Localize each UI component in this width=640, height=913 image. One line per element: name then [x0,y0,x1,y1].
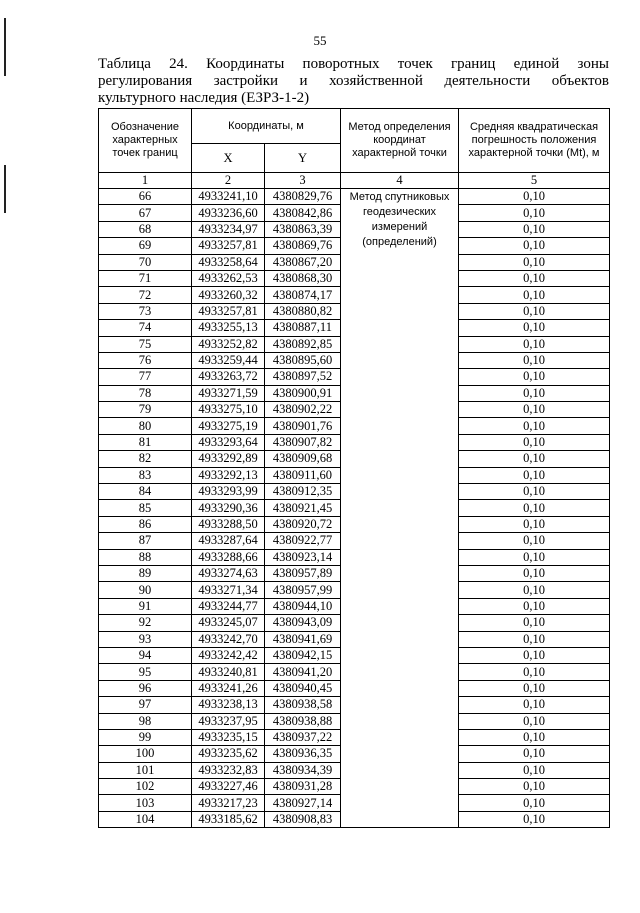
point-id-cell: 69 [99,238,192,254]
y-coordinate-cell: 4380911,60 [265,467,341,483]
x-coordinate-cell: 4933236,60 [192,205,265,221]
y-coordinate-cell: 4380927,14 [265,795,341,811]
error-cell: 0,10 [459,811,610,827]
x-coordinate-cell: 4933242,42 [192,647,265,663]
y-coordinate-cell: 4380842,86 [265,205,341,221]
x-coordinate-cell: 4933262,53 [192,270,265,286]
header-point-designation: Обозначение характерных точек границ [99,109,192,173]
x-coordinate-cell: 4933241,26 [192,680,265,696]
error-cell: 0,10 [459,533,610,549]
point-id-cell: 66 [99,189,192,205]
coordinates-table [98,108,610,828]
x-coordinate-cell: 4933263,72 [192,369,265,385]
point-id-cell: 90 [99,582,192,598]
x-coordinate-cell: 4933227,46 [192,779,265,795]
y-coordinate-cell: 4380868,30 [265,270,341,286]
header-mean-square-error: Средняя квадратическая погрешность положения характерной точки (Mt), м [459,109,610,173]
point-id-cell: 104 [99,811,192,827]
x-coordinate-cell: 4933274,63 [192,565,265,581]
x-coordinate-cell: 4933293,99 [192,484,265,500]
error-cell: 0,10 [459,746,610,762]
y-coordinate-cell: 4380892,85 [265,336,341,352]
header-coordinates: Координаты, м [192,109,341,144]
header-y: Y [265,144,341,173]
x-coordinate-cell: 4933288,66 [192,549,265,565]
caption-line-3: культурного наследия (ЕЗРЗ-1-2) [98,90,310,106]
y-coordinate-cell: 4380880,82 [265,303,341,319]
error-cell: 0,10 [459,697,610,713]
scan-edge-mark-bottom [4,165,6,213]
y-coordinate-cell: 4380921,45 [265,500,341,516]
x-coordinate-cell: 4933292,13 [192,467,265,483]
y-coordinate-cell: 4380902,22 [265,402,341,418]
y-coordinate-cell: 4380940,45 [265,680,341,696]
x-coordinate-cell: 4933287,64 [192,533,265,549]
point-id-cell: 96 [99,680,192,696]
point-id-cell: 70 [99,254,192,270]
x-coordinate-cell: 4933275,10 [192,402,265,418]
error-cell: 0,10 [459,385,610,401]
y-coordinate-cell: 4380936,35 [265,746,341,762]
y-coordinate-cell: 4380943,09 [265,615,341,631]
point-id-cell: 74 [99,320,192,336]
error-cell: 0,10 [459,779,610,795]
error-cell: 0,10 [459,434,610,450]
point-id-cell: 92 [99,615,192,631]
error-cell: 0,10 [459,369,610,385]
x-coordinate-cell: 4933292,89 [192,451,265,467]
y-coordinate-cell: 4380938,88 [265,713,341,729]
point-id-cell: 100 [99,746,192,762]
error-cell: 0,10 [459,336,610,352]
x-coordinate-cell: 4933293,64 [192,434,265,450]
scan-edge-mark-top [4,18,6,76]
y-coordinate-cell: 4380922,77 [265,533,341,549]
error-cell: 0,10 [459,713,610,729]
point-id-cell: 79 [99,402,192,418]
error-cell: 0,10 [459,221,610,237]
page-number: 55 [313,33,327,48]
x-coordinate-cell: 4933252,82 [192,336,265,352]
error-cell: 0,10 [459,467,610,483]
point-id-cell: 68 [99,221,192,237]
y-coordinate-cell: 4380944,10 [265,598,341,614]
y-coordinate-cell: 4380923,14 [265,549,341,565]
y-coordinate-cell: 4380941,20 [265,664,341,680]
x-coordinate-cell: 4933238,13 [192,697,265,713]
caption-line-1: Таблица 24. Координаты поворотных точек границ единой зоны [98,56,609,72]
point-id-cell: 72 [99,287,192,303]
y-coordinate-cell: 4380942,15 [265,647,341,663]
point-id-cell: 78 [99,385,192,401]
y-coordinate-cell: 4380938,58 [265,697,341,713]
y-coordinate-cell: 4380907,82 [265,434,341,450]
x-coordinate-cell: 4933260,32 [192,287,265,303]
point-id-cell: 93 [99,631,192,647]
x-coordinate-cell: 4933240,81 [192,664,265,680]
x-coordinate-cell: 4933257,81 [192,303,265,319]
error-cell: 0,10 [459,303,610,319]
error-cell: 0,10 [459,320,610,336]
y-coordinate-cell: 4380957,99 [265,582,341,598]
x-coordinate-cell: 4933244,77 [192,598,265,614]
error-cell: 0,10 [459,680,610,696]
error-cell: 0,10 [459,418,610,434]
column-number: 5 [459,173,610,189]
x-coordinate-cell: 4933258,64 [192,254,265,270]
error-cell: 0,10 [459,565,610,581]
y-coordinate-cell: 4380957,89 [265,565,341,581]
x-coordinate-cell: 4933245,07 [192,615,265,631]
header-x: X [192,144,265,173]
x-coordinate-cell: 4933185,62 [192,811,265,827]
point-id-cell: 97 [99,697,192,713]
point-id-cell: 77 [99,369,192,385]
y-coordinate-cell: 4380920,72 [265,516,341,532]
error-cell: 0,10 [459,582,610,598]
error-cell: 0,10 [459,402,610,418]
column-number: 3 [265,173,341,189]
y-coordinate-cell: 4380867,20 [265,254,341,270]
x-coordinate-cell: 4933235,62 [192,746,265,762]
x-coordinate-cell: 4933235,15 [192,729,265,745]
error-cell: 0,10 [459,270,610,286]
error-cell: 0,10 [459,615,610,631]
point-id-cell: 86 [99,516,192,532]
error-cell: 0,10 [459,729,610,745]
y-coordinate-cell: 4380931,28 [265,779,341,795]
x-coordinate-cell: 4933237,95 [192,713,265,729]
point-id-cell: 94 [99,647,192,663]
y-coordinate-cell: 4380887,11 [265,320,341,336]
method-cell: Метод спутниковых геодезических измерений (определений) [341,189,459,828]
point-id-cell: 99 [99,729,192,745]
point-id-cell: 83 [99,467,192,483]
column-number: 2 [192,173,265,189]
x-coordinate-cell: 4933217,23 [192,795,265,811]
y-coordinate-cell: 4380900,91 [265,385,341,401]
point-id-cell: 95 [99,664,192,680]
point-id-cell: 87 [99,533,192,549]
error-cell: 0,10 [459,516,610,532]
error-cell: 0,10 [459,484,610,500]
y-coordinate-cell: 4380901,76 [265,418,341,434]
error-cell: 0,10 [459,647,610,663]
point-id-cell: 102 [99,779,192,795]
point-id-cell: 98 [99,713,192,729]
x-coordinate-cell: 4933255,13 [192,320,265,336]
point-id-cell: 88 [99,549,192,565]
x-coordinate-cell: 4933234,97 [192,221,265,237]
x-coordinate-cell: 4933257,81 [192,238,265,254]
table-row [99,189,610,205]
point-id-cell: 80 [99,418,192,434]
point-id-cell: 89 [99,565,192,581]
point-id-cell: 75 [99,336,192,352]
point-id-cell: 82 [99,451,192,467]
error-cell: 0,10 [459,549,610,565]
table-caption [98,56,609,107]
error-cell: 0,10 [459,762,610,778]
error-cell: 0,10 [459,352,610,368]
x-coordinate-cell: 4933271,59 [192,385,265,401]
x-coordinate-cell: 4933242,70 [192,631,265,647]
y-coordinate-cell: 4380941,69 [265,631,341,647]
y-coordinate-cell: 4380908,83 [265,811,341,827]
point-id-cell: 81 [99,434,192,450]
point-id-cell: 76 [99,352,192,368]
error-cell: 0,10 [459,238,610,254]
point-id-cell: 85 [99,500,192,516]
y-coordinate-cell: 4380869,76 [265,238,341,254]
point-id-cell: 71 [99,270,192,286]
caption-line-2: регулирования застройки и хозяйственной деятельности объектов [98,73,609,89]
column-number: 4 [341,173,459,189]
x-coordinate-cell: 4933259,44 [192,352,265,368]
point-id-cell: 101 [99,762,192,778]
point-id-cell: 103 [99,795,192,811]
y-coordinate-cell: 4380874,17 [265,287,341,303]
error-cell: 0,10 [459,500,610,516]
error-cell: 0,10 [459,254,610,270]
x-coordinate-cell: 4933271,34 [192,582,265,598]
x-coordinate-cell: 4933241,10 [192,189,265,205]
point-id-cell: 67 [99,205,192,221]
y-coordinate-cell: 4380829,76 [265,189,341,205]
x-coordinate-cell: 4933290,36 [192,500,265,516]
y-coordinate-cell: 4380912,35 [265,484,341,500]
error-cell: 0,10 [459,795,610,811]
y-coordinate-cell: 4380863,39 [265,221,341,237]
header-method: Метод определения координат характерной точки [341,109,459,173]
x-coordinate-cell: 4933232,83 [192,762,265,778]
error-cell: 0,10 [459,205,610,221]
point-id-cell: 91 [99,598,192,614]
y-coordinate-cell: 4380934,39 [265,762,341,778]
error-cell: 0,10 [459,451,610,467]
point-id-cell: 84 [99,484,192,500]
y-coordinate-cell: 4380897,52 [265,369,341,385]
error-cell: 0,10 [459,664,610,680]
error-cell: 0,10 [459,598,610,614]
x-coordinate-cell: 4933288,50 [192,516,265,532]
x-coordinate-cell: 4933275,19 [192,418,265,434]
error-cell: 0,10 [459,189,610,205]
table-body [99,189,610,828]
y-coordinate-cell: 4380895,60 [265,352,341,368]
point-id-cell: 73 [99,303,192,319]
y-coordinate-cell: 4380909,68 [265,451,341,467]
error-cell: 0,10 [459,287,610,303]
error-cell: 0,10 [459,631,610,647]
y-coordinate-cell: 4380937,22 [265,729,341,745]
column-number: 1 [99,173,192,189]
